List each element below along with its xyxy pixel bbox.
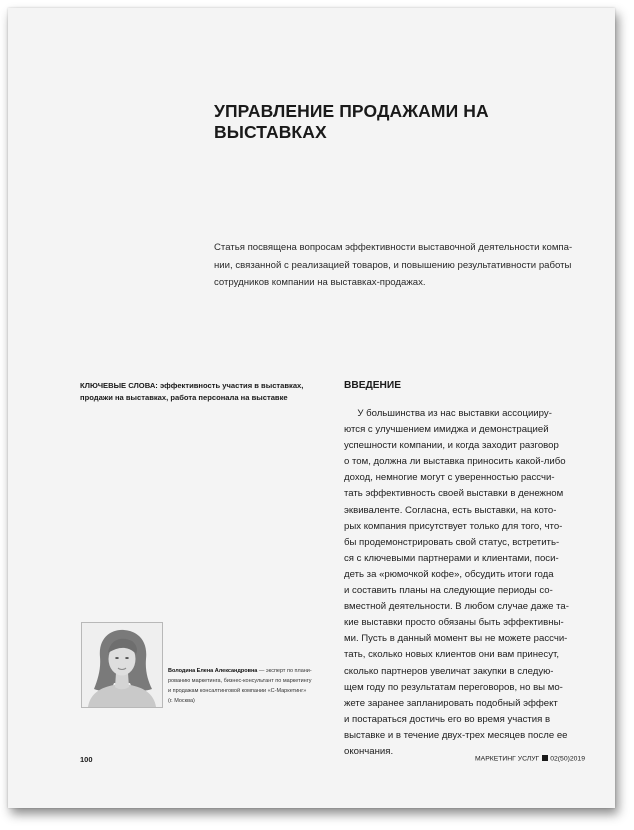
body-line: кие выставки просто обязаны быть эффективны- — [344, 617, 564, 629]
body-line: жете заранее запланировать подобный эффект — [344, 697, 558, 709]
journal-name: МАРКЕТИНГ УСЛУГ — [475, 755, 540, 763]
bio-line: — эксперт по плани- — [257, 668, 312, 674]
body-line: ми. Пусть в данный момент вы не можете рассчи- — [344, 633, 568, 645]
body-line: У большинства из нас выставки ассоцииру- — [344, 408, 552, 419]
author-photo — [81, 622, 163, 708]
body-line: и постараться достичь его во время участия в — [344, 713, 551, 725]
keywords — [80, 380, 320, 404]
keywords-line: КЛЮЧЕВЫЕ СЛОВА: эффективность участия в выставках, — [80, 381, 304, 390]
bio-line: (г. Москва) — [168, 698, 195, 704]
article-abstract — [214, 239, 598, 292]
body-line: выставке и в течение двух-трех месяцев после ее — [344, 729, 568, 741]
journal-footer — [475, 755, 585, 763]
keywords-line: продажи на выставках, работа персонала на выставке — [80, 393, 288, 402]
abstract-line: Статья посвящена вопросам эффективности выставочной деятельности компа- — [214, 242, 573, 253]
body-line: тать, сколько новых клиентов они вам принесут, — [344, 649, 559, 661]
body-line: и составить планы на следующие периоды со- — [344, 585, 553, 597]
bio-line: и продажам консалтинговой компании «С-Маркетинг» — [168, 688, 307, 694]
abstract-line: нии, связанной с реализацией товаров, и повышению результативности работы — [214, 259, 572, 271]
body-line: щем году по результатам переговоров, но вы мо- — [344, 681, 563, 693]
body-line: деть за «рюмочкой кофе», обсудить итоги года — [344, 568, 554, 580]
body-line: эквиваленте. Согласна, есть выставки, на кото- — [344, 504, 557, 516]
body-line: доход, немногие могут с уверенностью рассчи- — [344, 472, 555, 484]
body-line: ся с ключевыми партнерами и клиентами, поси- — [344, 552, 559, 564]
page-number: 100 — [80, 755, 93, 764]
journal-issue: 02(50)2019 — [550, 755, 585, 763]
body-line: вместной деятельности. В любом случае даже та- — [344, 601, 569, 613]
body-line: бы продемонстрировать свой статус, встретить- — [344, 536, 560, 548]
body-line: сколько партнеров увеличат закупки в следую- — [344, 665, 554, 677]
section-heading: ВВЕДЕНИЕ — [344, 380, 402, 391]
bio-line: рованию маркетинга, бизнес-консультант по маркетингу — [168, 678, 312, 684]
article-title: УПРАВЛЕНИЕ ПРОДАЖАМИ НА ВЫСТАВКАХ — [214, 101, 489, 142]
body-line: о том, должна ли выставка приносить какой-либо — [344, 456, 566, 468]
author-name: Володина Елена Александровна — [168, 668, 258, 674]
journal-page — [8, 8, 615, 808]
author-bio — [168, 666, 333, 706]
body-line: окончания. — [344, 745, 394, 757]
square-bullet-icon — [542, 755, 548, 761]
author-portrait-icon — [82, 623, 162, 707]
abstract-line: сотрудников компании на выставках-продажах. — [214, 277, 426, 289]
body-text — [344, 406, 597, 760]
body-line: ются с улучшением имиджа и демонстрацией — [344, 424, 549, 436]
body-line: тать эффективность своей выставки в денежном — [344, 488, 564, 500]
body-line: успешности компании, и когда заходит разговор — [344, 440, 559, 452]
body-line: рых компания присутствует только для того, что- — [344, 520, 563, 532]
